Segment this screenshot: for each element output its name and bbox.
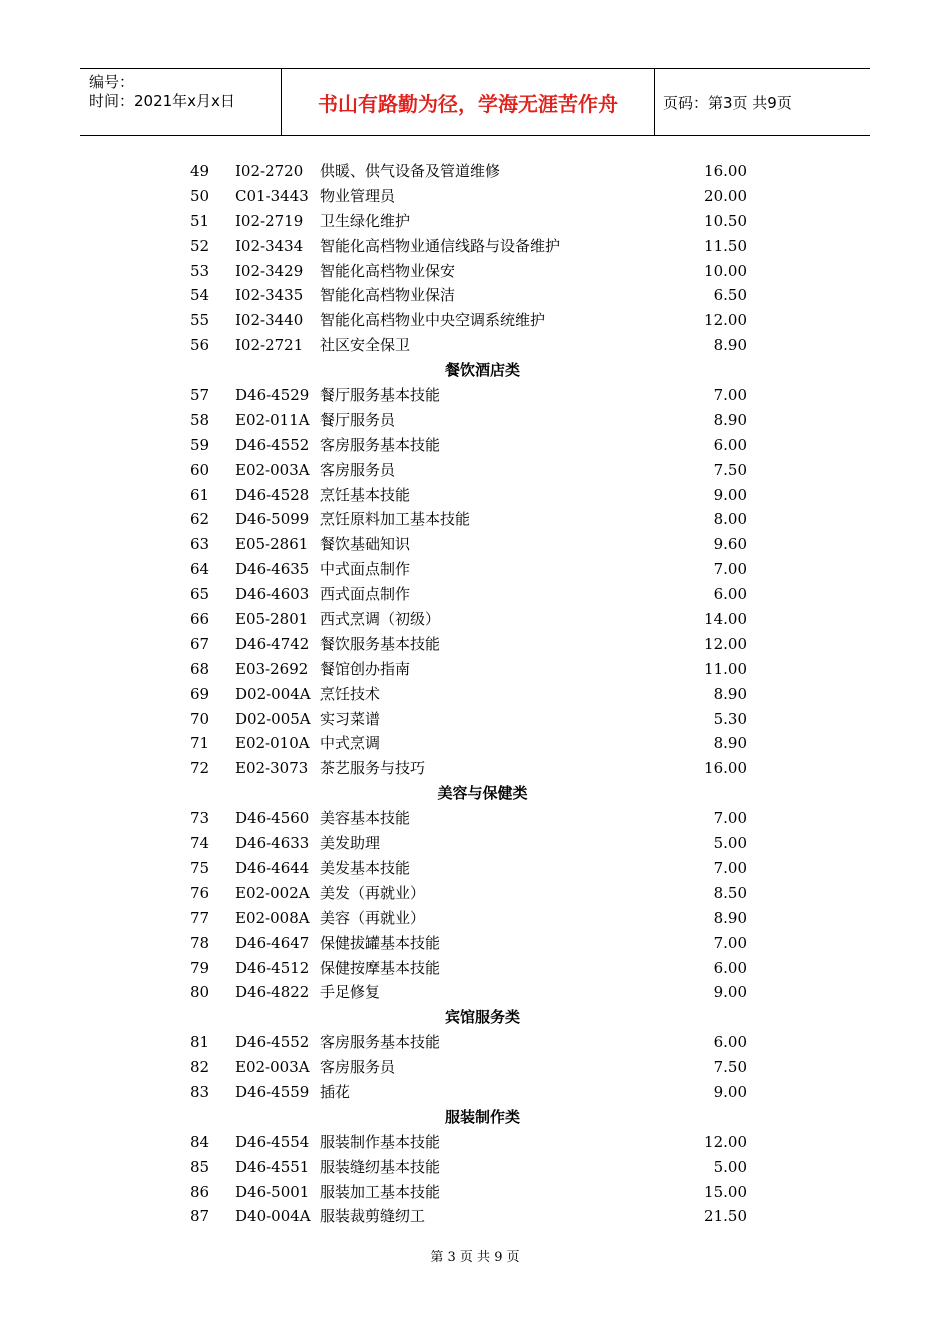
item-number: 70 <box>190 709 210 728</box>
list-item <box>0 806 950 831</box>
item-price: 9.00 <box>713 485 747 504</box>
item-price: 11.50 <box>704 236 747 255</box>
item-price: 15.00 <box>704 1182 747 1201</box>
list-item <box>0 582 950 607</box>
item-number: 63 <box>190 535 210 554</box>
list-item <box>0 408 950 433</box>
item-number: 52 <box>190 236 210 255</box>
category-heading: 餐饮酒店类 <box>444 361 520 380</box>
item-number: 49 <box>190 162 210 180</box>
list-item <box>0 931 950 956</box>
item-name: 西式烹调（初级） <box>320 610 441 629</box>
item-code: D02-004A <box>235 684 311 703</box>
item-price: 7.00 <box>713 858 747 877</box>
item-name: 美容（再就业） <box>320 908 426 927</box>
list-item <box>0 657 950 682</box>
item-name: 卫生绿化维护 <box>320 211 411 230</box>
list-item <box>0 1080 950 1105</box>
item-name: 美发助理 <box>320 834 381 853</box>
item-number: 67 <box>190 634 210 653</box>
item-price: 12.00 <box>704 634 747 653</box>
list-item <box>0 831 950 856</box>
item-code: D46-4633 <box>235 834 310 853</box>
item-price: 6.00 <box>713 958 747 977</box>
list-item <box>0 308 950 333</box>
list-item <box>0 632 950 657</box>
item-name: 服装裁剪缝纫工 <box>320 1207 426 1226</box>
item-name: 美发（再就业） <box>320 883 426 902</box>
list-item <box>0 557 950 582</box>
item-price: 16.00 <box>704 162 747 180</box>
item-price: 11.00 <box>704 659 747 678</box>
list-item <box>0 756 950 781</box>
list-item <box>0 507 950 532</box>
list-item <box>0 159 950 184</box>
list-item <box>0 234 950 259</box>
item-name: 烹饪原料加工基本技能 <box>320 510 471 529</box>
item-price: 8.00 <box>713 510 747 529</box>
item-price: 12.00 <box>704 1132 747 1151</box>
item-number: 59 <box>190 435 210 454</box>
item-name: 美发基本技能 <box>320 858 411 877</box>
item-code: D46-4644 <box>235 858 310 877</box>
item-price: 9.00 <box>713 1082 747 1101</box>
item-name: 餐馆创办指南 <box>320 659 411 678</box>
list-item <box>0 458 950 483</box>
item-code: I02-3434 <box>235 236 304 255</box>
header-meta-cell <box>80 69 282 135</box>
item-code: D46-5099 <box>235 510 310 529</box>
list-item <box>0 483 950 508</box>
category-heading: 美容与保健类 <box>437 784 528 803</box>
list-item <box>0 1030 950 1055</box>
item-number: 68 <box>190 659 210 678</box>
item-price: 8.90 <box>713 734 747 753</box>
category-heading: 宾馆服务类 <box>444 1008 520 1027</box>
item-code: C01-3443 <box>235 186 309 205</box>
list-item <box>0 956 950 981</box>
item-number: 58 <box>190 410 210 429</box>
list-item <box>0 532 950 557</box>
item-price: 7.00 <box>713 560 747 579</box>
item-number: 69 <box>190 684 210 703</box>
item-code: D46-4529 <box>235 386 310 405</box>
item-code: I02-2719 <box>235 211 304 230</box>
item-name: 物业管理员 <box>320 186 396 205</box>
item-code: D46-4552 <box>235 435 310 454</box>
item-name: 服装制作基本技能 <box>320 1132 441 1151</box>
item-price: 6.00 <box>713 585 747 604</box>
item-number: 57 <box>190 386 210 405</box>
item-number: 82 <box>190 1058 210 1077</box>
list-item <box>0 707 950 732</box>
item-price: 7.00 <box>713 809 747 828</box>
item-price: 8.90 <box>713 684 747 703</box>
list-item <box>0 209 950 234</box>
page-header <box>80 68 870 136</box>
list-item <box>0 383 950 408</box>
item-number: 50 <box>190 186 210 205</box>
item-price: 10.50 <box>704 211 747 230</box>
item-code: I02-2721 <box>235 336 304 355</box>
item-name: 智能化高档物业保洁 <box>320 286 456 305</box>
number-label: 编号： <box>89 73 135 91</box>
item-price: 5.00 <box>713 1157 747 1176</box>
list-item <box>0 906 950 931</box>
item-name: 保健拔罐基本技能 <box>320 933 441 952</box>
item-price: 6.50 <box>713 286 747 305</box>
item-price: 8.90 <box>713 336 747 355</box>
item-price: 5.30 <box>713 709 747 728</box>
list-item <box>0 259 950 284</box>
item-number: 81 <box>190 1033 210 1052</box>
item-code: D46-4647 <box>235 933 310 952</box>
item-name: 客房服务员 <box>320 1058 396 1077</box>
item-number: 83 <box>190 1082 210 1101</box>
item-name: 西式面点制作 <box>320 585 411 604</box>
item-code: D46-4554 <box>235 1132 310 1151</box>
item-code: E02-3073 <box>235 759 309 778</box>
list-item <box>0 980 950 1005</box>
item-code: E02-008A <box>235 908 310 927</box>
item-price: 10.00 <box>704 261 747 280</box>
item-number: 60 <box>190 460 210 479</box>
item-number: 65 <box>190 585 210 604</box>
item-number: 79 <box>190 958 210 977</box>
item-name: 保健按摩基本技能 <box>320 958 441 977</box>
item-name: 餐厅服务员 <box>320 410 396 429</box>
item-number: 56 <box>190 336 210 355</box>
item-code: E05-2861 <box>235 535 309 554</box>
item-number: 75 <box>190 858 210 877</box>
item-price: 16.00 <box>704 759 747 778</box>
item-number: 80 <box>190 983 210 1002</box>
item-name: 服装缝纫基本技能 <box>320 1157 441 1176</box>
item-number: 72 <box>190 759 210 778</box>
item-name: 烹饪基本技能 <box>320 485 411 504</box>
item-number: 62 <box>190 510 210 529</box>
item-name: 客房服务基本技能 <box>320 1033 441 1052</box>
item-number: 54 <box>190 286 210 305</box>
list-item <box>0 881 950 906</box>
item-name: 中式面点制作 <box>320 560 411 579</box>
list-item <box>0 283 950 308</box>
item-name: 中式烹调 <box>320 734 381 753</box>
list-item <box>0 433 950 458</box>
item-code: D46-4560 <box>235 809 310 828</box>
item-code: E02-010A <box>235 734 310 753</box>
item-name: 服装加工基本技能 <box>320 1182 441 1201</box>
list-item <box>0 184 950 209</box>
item-name: 实习菜谱 <box>320 709 381 728</box>
item-price: 7.50 <box>713 1058 747 1077</box>
page-footer: 第 3 页 共 9 页 <box>430 1250 520 1265</box>
item-code: E02-003A <box>235 1058 310 1077</box>
item-name: 茶艺服务与技巧 <box>320 759 426 778</box>
item-number: 51 <box>190 211 210 230</box>
item-price: 6.00 <box>713 1033 747 1052</box>
list-item <box>0 1155 950 1180</box>
item-name: 智能化高档物业保安 <box>320 261 456 280</box>
item-code: I02-3440 <box>235 311 304 330</box>
item-number: 86 <box>190 1182 210 1201</box>
item-code: E02-003A <box>235 460 310 479</box>
item-number: 55 <box>190 311 210 330</box>
item-code: E03-2692 <box>235 659 309 678</box>
item-number: 73 <box>190 809 210 828</box>
item-code: E02-002A <box>235 883 310 902</box>
item-price: 7.00 <box>713 933 747 952</box>
item-price: 20.00 <box>704 186 747 205</box>
item-number: 53 <box>190 261 210 280</box>
item-price: 9.00 <box>713 983 747 1002</box>
list-item <box>0 856 950 881</box>
item-number: 66 <box>190 610 210 629</box>
item-code: D40-004A <box>235 1207 311 1226</box>
header-page-info: 页码：第3页 共9页 <box>663 93 792 112</box>
item-code: D46-4603 <box>235 585 310 604</box>
item-number: 87 <box>190 1207 210 1226</box>
item-price: 7.50 <box>713 460 747 479</box>
item-number: 78 <box>190 933 210 952</box>
item-name: 餐饮基础知识 <box>320 535 411 554</box>
item-price: 8.90 <box>713 908 747 927</box>
item-name: 社区安全保卫 <box>320 336 411 355</box>
item-code: D46-4528 <box>235 485 310 504</box>
item-number: 71 <box>190 734 210 753</box>
item-code: D02-005A <box>235 709 311 728</box>
item-code: D46-4552 <box>235 1033 310 1052</box>
list-item <box>0 682 950 707</box>
book-list <box>0 159 950 1229</box>
item-price: 14.00 <box>704 610 747 629</box>
list-item <box>0 1130 950 1155</box>
list-item <box>0 1180 950 1205</box>
item-code: D46-4822 <box>235 983 310 1002</box>
item-price: 7.00 <box>713 386 747 405</box>
item-price: 5.00 <box>713 834 747 853</box>
time-label: 时间：2021年x月x日 <box>89 92 235 110</box>
item-code: D46-4512 <box>235 958 310 977</box>
item-price: 21.50 <box>704 1207 747 1226</box>
item-number: 76 <box>190 883 210 902</box>
item-number: 85 <box>190 1157 210 1176</box>
item-name: 智能化高档物业中央空调系统维护 <box>320 311 546 330</box>
list-item <box>0 1204 950 1229</box>
item-name: 手足修复 <box>320 983 381 1002</box>
item-name: 美容基本技能 <box>320 809 411 828</box>
item-name: 餐饮服务基本技能 <box>320 634 441 653</box>
item-name: 插花 <box>320 1082 351 1101</box>
list-item <box>0 607 950 632</box>
item-number: 61 <box>190 485 210 504</box>
header-motto: 书山有路勤为径，学海无涯苦作舟 <box>282 69 655 135</box>
item-code: E02-011A <box>235 410 310 429</box>
item-code: D46-4551 <box>235 1157 310 1176</box>
item-code: D46-5001 <box>235 1182 310 1201</box>
item-code: E05-2801 <box>235 610 309 629</box>
list-item <box>0 731 950 756</box>
item-name: 供暖、供气设备及管道维修 <box>320 162 501 180</box>
item-name: 餐厅服务基本技能 <box>320 386 441 405</box>
item-price: 8.50 <box>713 883 747 902</box>
item-code: D46-4742 <box>235 634 310 653</box>
list-item <box>0 333 950 358</box>
list-item <box>0 1055 950 1080</box>
item-code: I02-2720 <box>235 162 304 180</box>
category-heading: 服装制作类 <box>444 1107 520 1126</box>
item-number: 74 <box>190 834 210 853</box>
item-price: 8.90 <box>713 410 747 429</box>
item-number: 77 <box>190 908 210 927</box>
item-name: 客房服务基本技能 <box>320 435 441 454</box>
item-price: 9.60 <box>713 535 747 554</box>
item-price: 12.00 <box>704 311 747 330</box>
item-number: 84 <box>190 1132 210 1151</box>
item-name: 烹饪技术 <box>320 684 381 703</box>
item-code: D46-4559 <box>235 1082 310 1101</box>
item-name: 客房服务员 <box>320 460 396 479</box>
item-code: I02-3435 <box>235 286 304 305</box>
item-code: D46-4635 <box>235 560 310 579</box>
item-number: 64 <box>190 560 210 579</box>
item-price: 6.00 <box>713 435 747 454</box>
item-code: I02-3429 <box>235 261 304 280</box>
item-name: 智能化高档物业通信线路与设备维护 <box>320 236 561 255</box>
